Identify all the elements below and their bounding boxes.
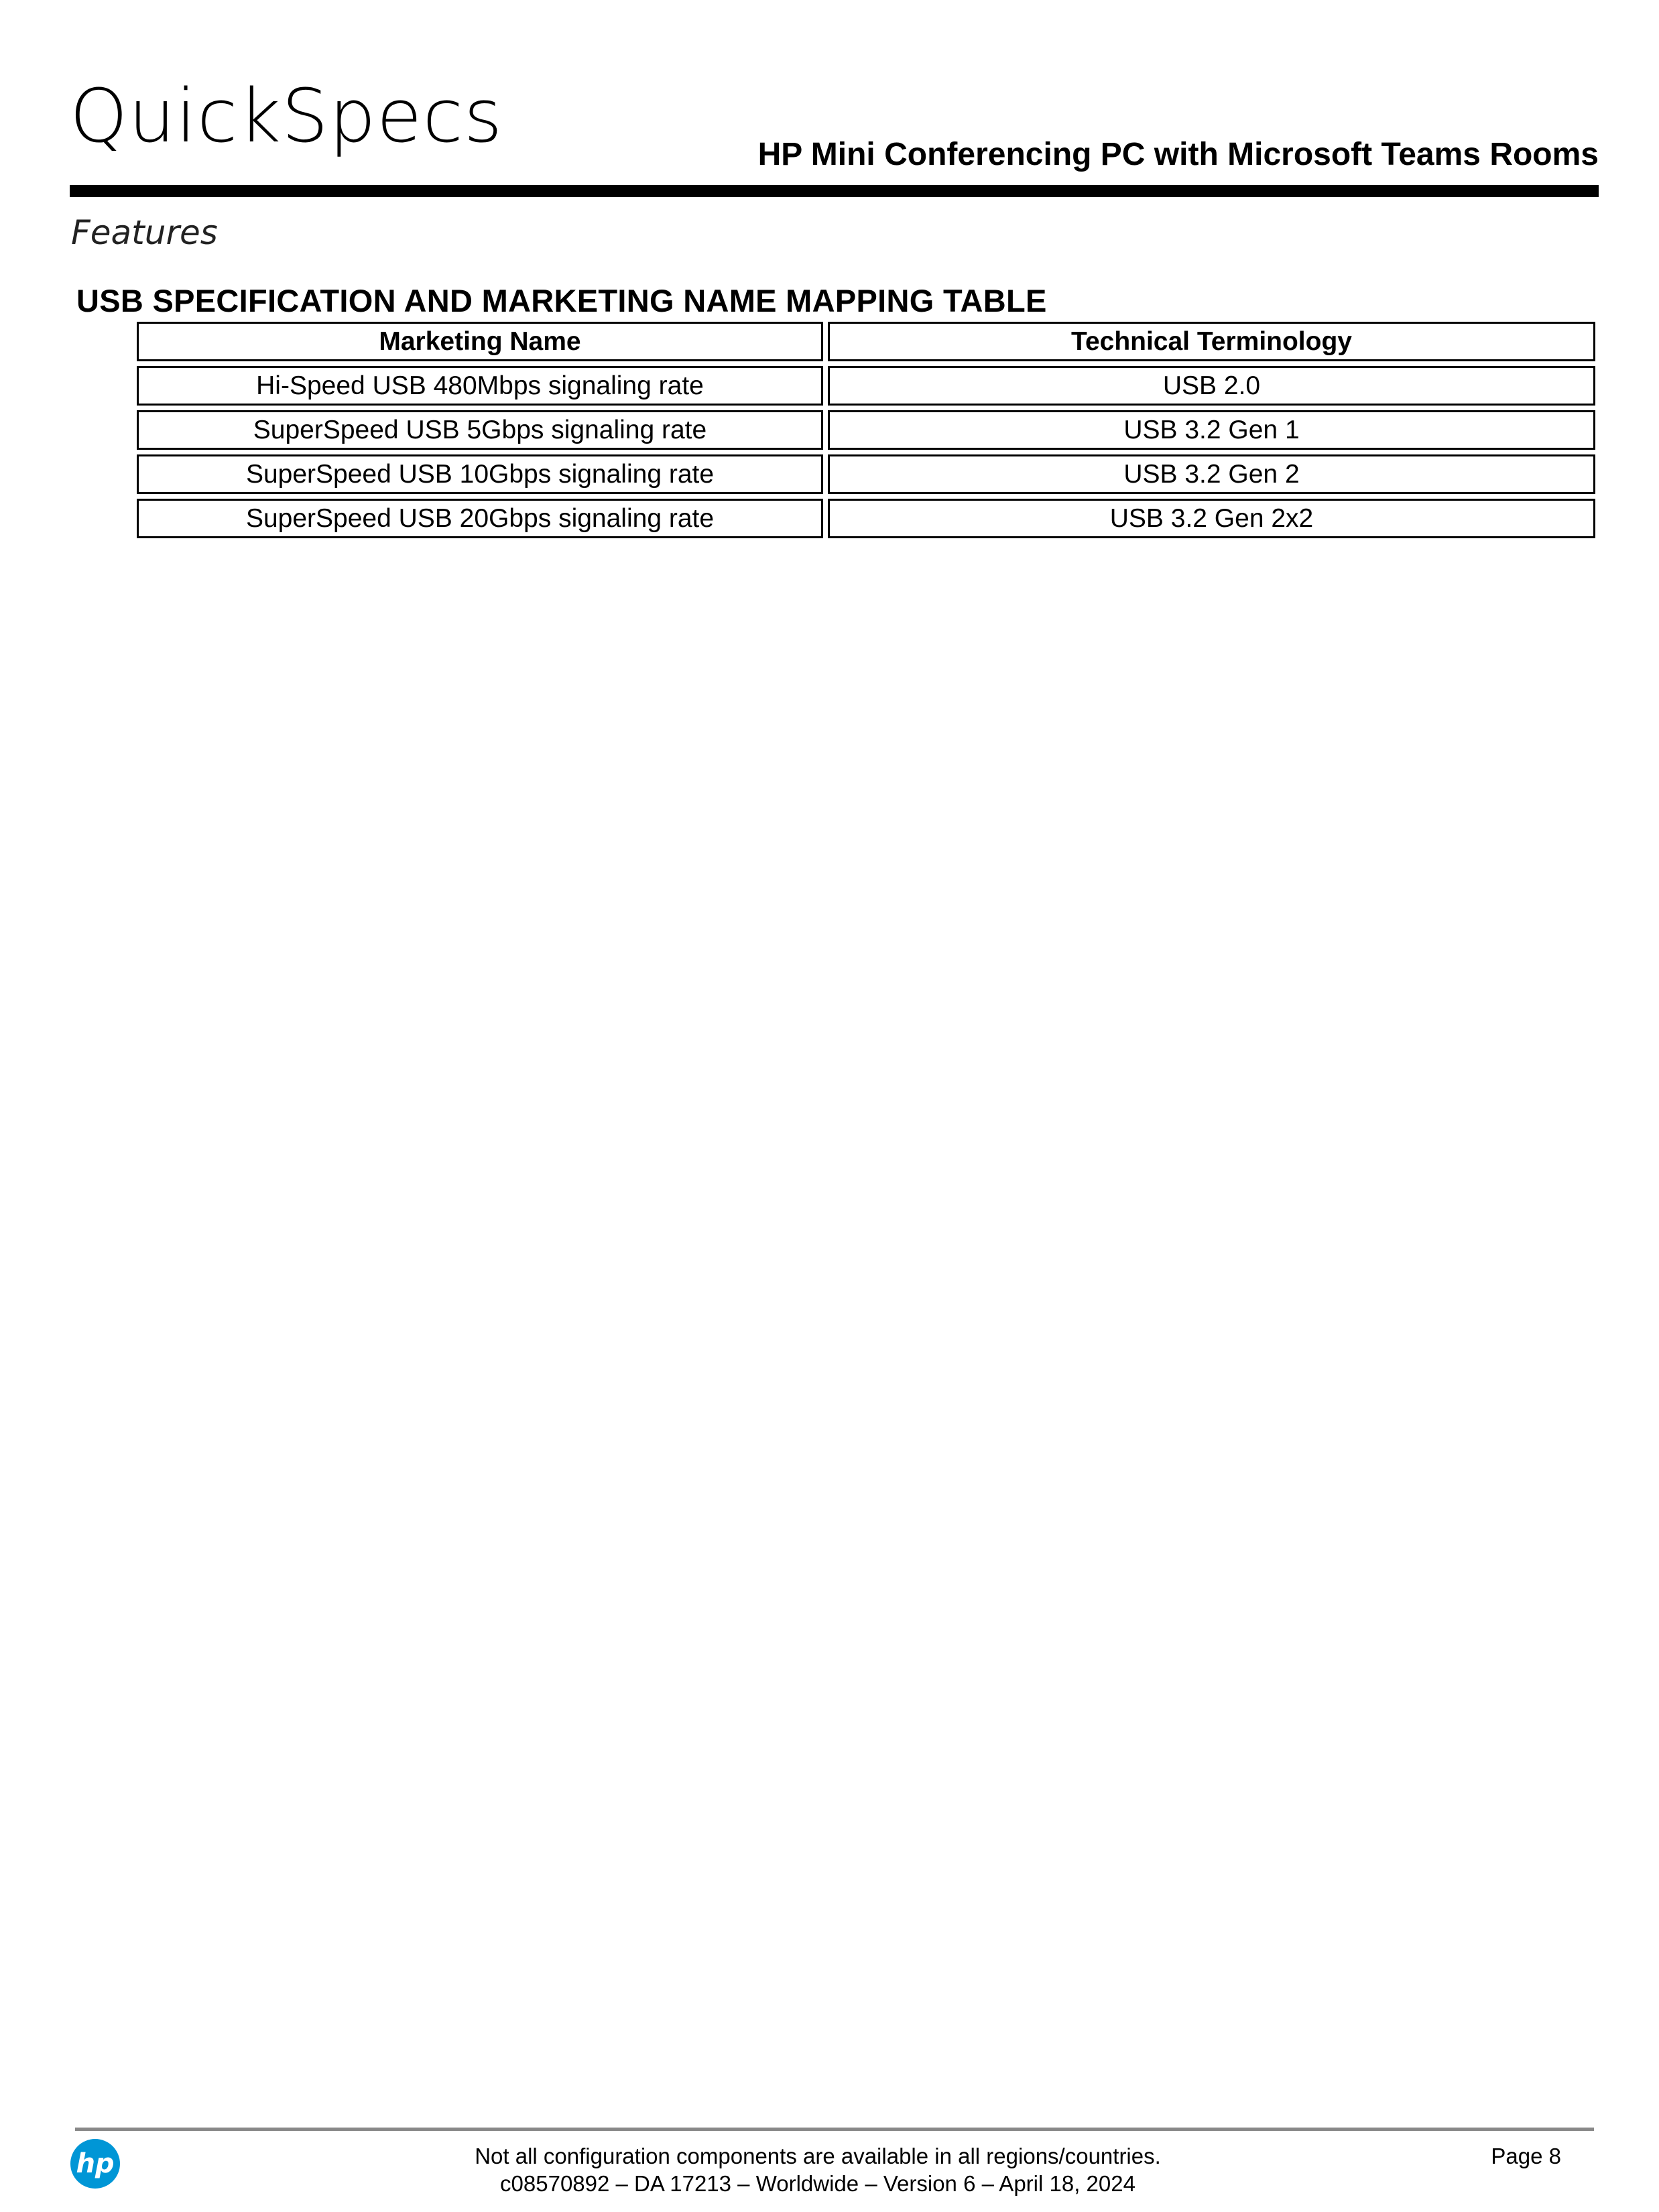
table-row bbox=[137, 410, 1595, 450]
marketing-name-cell: SuperSpeed USB 5Gbps signaling rate bbox=[137, 410, 823, 450]
technical-terminology-cell: USB 3.2 Gen 2 bbox=[828, 454, 1595, 494]
footer-availability-note: Not all configuration components are available in all regions/countries. bbox=[475, 2144, 1161, 2168]
page-number: Page 8 bbox=[1491, 2144, 1561, 2168]
table-row bbox=[137, 499, 1595, 538]
table-row bbox=[137, 366, 1595, 406]
marketing-name-cell: SuperSpeed USB 20Gbps signaling rate bbox=[137, 499, 823, 538]
footer-document-id: c08570892 – DA 17213 – Worldwide – Version 6 – April 18, 2024 bbox=[500, 2171, 1135, 2196]
technical-terminology-cell: USB 2.0 bbox=[828, 366, 1595, 406]
footer-notice bbox=[469, 2142, 1166, 2197]
header-divider bbox=[70, 185, 1599, 197]
column-header-technical-terminology: Technical Terminology bbox=[828, 322, 1595, 361]
technical-terminology-cell: USB 3.2 Gen 2x2 bbox=[828, 499, 1595, 538]
marketing-name-cell: Hi-Speed USB 480Mbps signaling rate bbox=[137, 366, 823, 406]
svg-text:hp: hp bbox=[76, 2148, 115, 2179]
document-brand-title: QuickSpecs bbox=[70, 73, 503, 159]
section-label: Features bbox=[71, 213, 218, 252]
table-header-row bbox=[137, 322, 1595, 361]
footer-divider bbox=[75, 2128, 1594, 2131]
technical-terminology-cell: USB 3.2 Gen 1 bbox=[828, 410, 1595, 450]
usb-mapping-table bbox=[137, 322, 1595, 543]
marketing-name-cell: SuperSpeed USB 10Gbps signaling rate bbox=[137, 454, 823, 494]
table-heading: USB SPECIFICATION AND MARKETING NAME MAPPING TABLE bbox=[76, 283, 1047, 318]
column-header-marketing-name: Marketing Name bbox=[137, 322, 823, 361]
hp-logo-icon bbox=[70, 2138, 121, 2189]
table-row bbox=[137, 454, 1595, 494]
product-title: HP Mini Conferencing PC with Microsoft Teams Rooms bbox=[757, 137, 1599, 172]
